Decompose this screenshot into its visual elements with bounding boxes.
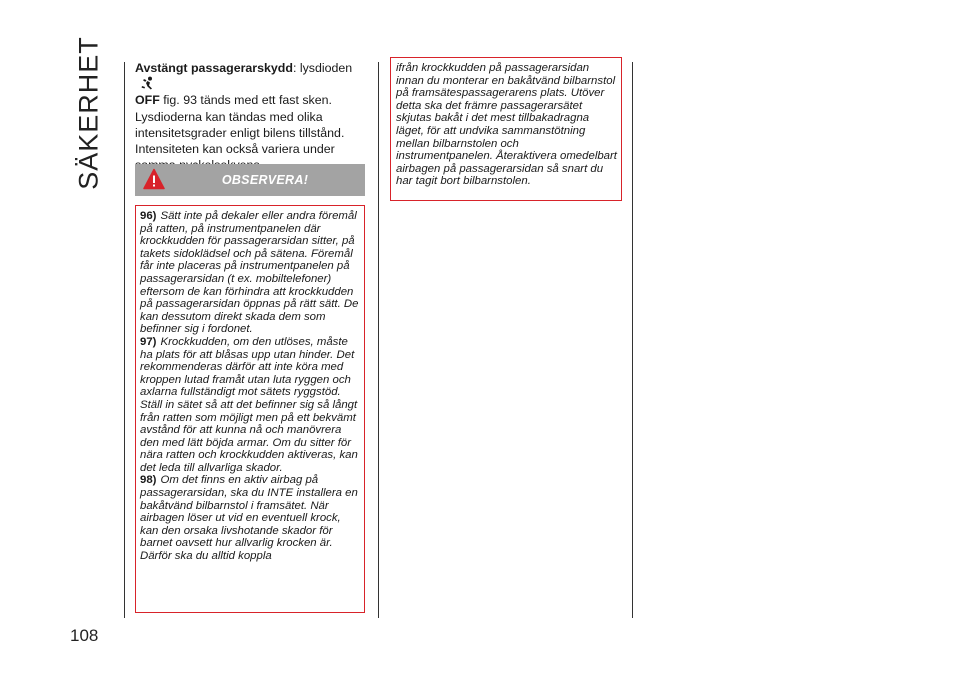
warning-text: Om det finns en aktiv airbag på passagerarsidan, ska du INTE installera en bakåtvänd bilbarnstol i framsätet. När airbagen löser ut vid en eventuell krock, kan den orsaka livshotande skador för barnet oavsett hur allvarlig krocken är. Därför ska du alltid koppla [140,474,358,563]
page-number: 108 [70,626,99,645]
intro-rest: fig. 93 tänds med ett fast sken. Lysdioderna kan tändas med olika intensitetsgrader enligt bilens tillstånd. Intensiteten kan också variera under [135,93,345,157]
warning-text: Krockkudden, om den utlöses, måste ha plats för att blåsas upp utan hinder. Det rekommenderas därför att inte köra med kroppen lutad framåt utan luta ryggen och axlarna fullständigt mot sätets ryggstöd. Ställ in sätet så att det befinner sig så långt från ratten som möjligt men på ett bekvämt avstånd för att kunna nå och manövrera den med lätt böjda armar. Om du sitter för nära ratten och krockkudden aktiveras, kan det leda till allvarliga skador. [140,335,358,474]
warning-item-96 [140,210,362,336]
warning-number: 98) [140,474,157,487]
intro-paragraph [135,60,367,173]
airbag-off-icon [141,76,155,90]
warning-continuation-text: ifrån krockkudden på passagerarsidan innan du monterar en bakåtvänd bilbarnstol på framsätespassagerarens plats. Utöver detta ska det främre passagerarsätet skjutas bakåt i det mest tillbakadragna läget, för att undvika sammanstötning mellan bilbarnstolen och instrumentpanelen. Återaktivera omedelbart airbagen på passagerarsidan så snart du har tagit bort bilbarnstolen. [396,62,617,188]
column-divider-2 [378,62,379,618]
warning-continuation-box [390,57,622,201]
warning-text: Sätt inte på dekaler eller andra föremål på ratten, på instrumentpanelen där krockkudden för passagerarsidan sitter, på takets sidoklädsel och på sätena. Föremål får inte placeras på instrumentpanelen på passagerarsidan (t ex. mobiltelefoner) eftersom de kan förhindra att krockkudden på passagerarsidan öppnas på rätt sätt. De kan dessutom direkt skada dem som befinner sig i fordonet. [140,210,359,336]
warning-number: 97) [140,335,157,348]
warning-item-97 [140,336,362,475]
warning-box [135,205,365,613]
observera-label: OBSERVERA! [221,173,309,187]
observera-header [135,164,365,196]
section-title-vertical [64,36,114,190]
column-divider-3 [632,62,633,618]
section-title: SÄKERHET [73,36,104,190]
intro-bold-off: OFF [135,93,160,108]
warning-item-98 [140,474,362,562]
warning-number: 96) [140,210,157,222]
column-divider-1 [124,62,125,618]
intro-bold-lead: Avstängt passagerarskydd [135,61,293,75]
intro-after-lead: : lysdioden [292,61,353,75]
